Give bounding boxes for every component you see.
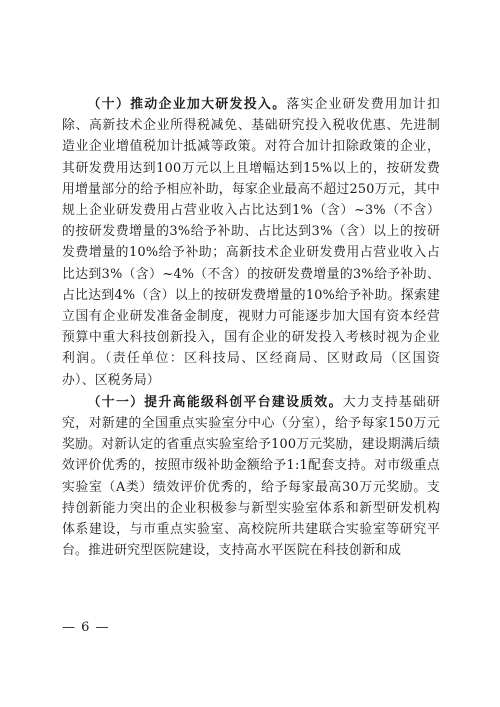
section-eleven-paragraph: [62, 392, 440, 562]
section-eleven-heading: （十一）提升高能级科创平台建设质效。: [87, 394, 343, 410]
section-ten-body: 落实企业研发费用加计扣除、高新技术企业所得税减免、基础研究投入税收优惠、先进制造业企业增值税加计抵减等政策。对符合加计扣除政策的企业，其研发费用达到100万元以上且增幅达到15%以上的，按研发费用增量部分的给予相应补助，每家企业最高不超过250万元，其中规上企业研发费用占营业收入占比达到1%（含）~3%（不含）的按研发费增量的3%给予补助、占比达到3%（含）以上的按研发费增量的10%给予补助；高新技术企业研发费用占营业收入占比达到3%（含）~4%（不含）的按研发费增量的3%给予补助、占比达到4%（含）以上的按研发费增量的10%给予补助。探索建立国有企业研发准备金制度，视财力可能逐步加大国有资本经营预算中重大科技创新投入，国有企业的研发投入考核时视为企业利润。: [62, 97, 441, 367]
section-ten-heading: （十）推动企业加大研发投入。: [87, 97, 287, 112]
section-ten-responsible-units: （责任单位：区科技局、区经商局、区财政局（区国资办）、区税务局）: [62, 351, 441, 388]
section-eleven-body: 大力支持基础研究，对新建的全国重点实验室分中心（分室），给予每家150万元奖励。对新认定的省重点实验室给予100万元奖励，建设期满后绩效评价优秀的，按照市级补助金额给予1:1配套支持。对市级重点实验室（A类）绩效评价优秀的，给予每家最高30万元奖励。支持创新能力突出的企业积极参与新型实验室体系和新型研发机构体系建设，与市重点实验室、高校院所共建联合实验室等研究平台。推进研究型医院建设，支持高水平医院在科技创新和成: [62, 394, 441, 559]
page-number: — 6 —: [62, 620, 110, 635]
document-body: [62, 94, 440, 561]
section-ten-paragraph: [62, 94, 440, 391]
